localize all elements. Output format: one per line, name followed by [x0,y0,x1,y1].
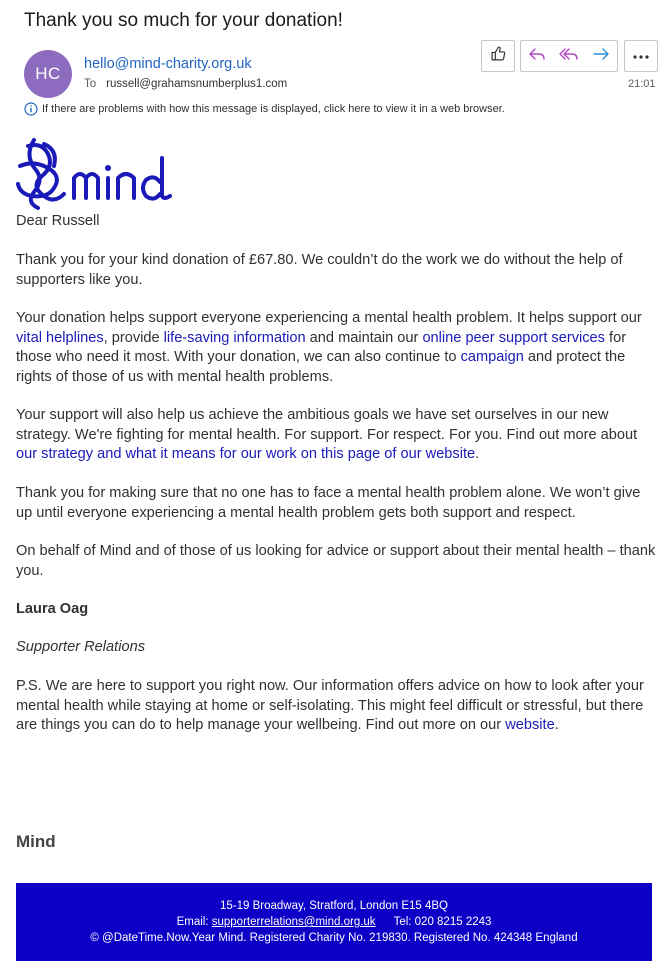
recipient-row [84,78,287,90]
reply-button[interactable] [521,41,553,71]
logo-text: mind [14,136,17,137]
brand-name: Mind [16,832,56,851]
reply-all-button[interactable] [553,41,585,71]
link-website[interactable]: website [505,717,555,733]
recipient-email[interactable]: russell@grahamsnumberplus1.com [106,78,288,90]
signature-role: Supporter Relations [16,639,145,655]
footer-contact: Email: supporterrelations@mind.org.uk Tel: 020 8215 2243 [176,916,492,928]
paragraph-donation-help: Your donation helps support everyone experiencing a mental health problem. It helps support our vital helplines, provide life-saving information and maintain our online peer support services for those who need it most. With your donation, we can also continue to campaign and protect the rights of those of us with mental health problems. [16,310,642,385]
received-time: 21:01 [628,78,656,90]
email-subject: Thank you so much for your donation! [24,10,343,31]
link-vital-helplines[interactable]: vital helplines [16,329,104,346]
link-campaign[interactable]: campaign [460,349,524,365]
footer-legal: © @DateTime.Now.Year Mind. Registered Charity No. 219830. Registered No. 424348 England [90,932,578,944]
thumbs-up-icon [490,45,507,67]
paragraph-on-behalf: On behalf of Mind and of those of us looking for advice or support about their mental health – thank you. [16,543,656,579]
link-online-peer-support[interactable]: online peer support services [422,329,605,346]
reply-icon [528,46,546,67]
forward-button[interactable] [585,41,617,71]
footer-address: 15-19 Broadway, Stratford, London E15 4BQ [219,900,448,912]
forward-icon [592,46,610,67]
greeting: Dear Russell [16,213,100,229]
info-bar-text: If there are problems with how this message is displayed, click here to view it in a web browser. [42,103,505,115]
mind-logo [14,136,189,217]
paragraph-strategy: Your support will also help us achieve the ambitious goals we have set ourselves in our new strategy. We're fighting for mental health. For support. For respect. For you. Find out more about our strategy and what it means for our work on this page of our website. [16,407,638,462]
paragraph-no-one-alone: Thank you for making sure that no one has to face a mental health problem alone. We won’t give up until everyone experiencing a mental health problem gets both support and respect. [16,485,641,521]
to-label: To [84,78,97,90]
sender-avatar[interactable]: HC [24,50,72,98]
link-strategy[interactable]: our strategy and what it means for our work on this page of our website [16,446,476,462]
paragraph-ps: P.S. We are here to support you right now. Our information offers advice on how to look after your mental health while staying at home or self-isolating. This might feel difficult or stressful, but there are things you can do to help manage your wellbeing. Find out more on our website. [16,678,644,733]
email-footer [16,883,652,961]
sender-email[interactable]: hello@mind-charity.org.uk [84,56,252,72]
reply-all-icon [559,46,579,67]
paragraph-thanks: Thank you for your kind donation of £67.80. We couldn’t do the work we do without the help of supporters like you. [16,252,623,288]
more-icon [632,47,650,65]
footer-email-link[interactable]: supporterrelations@mind.org.uk [211,916,376,928]
info-bar[interactable] [24,102,505,116]
link-life-saving-information[interactable]: life-saving information [163,329,306,346]
like-button[interactable] [481,40,515,72]
more-actions-button[interactable] [624,40,658,72]
reply-button-group [520,40,618,72]
signature-name: Laura Oag [16,601,89,617]
footer-tel: Tel: 020 8215 2243 [393,916,492,928]
info-icon [24,102,38,116]
